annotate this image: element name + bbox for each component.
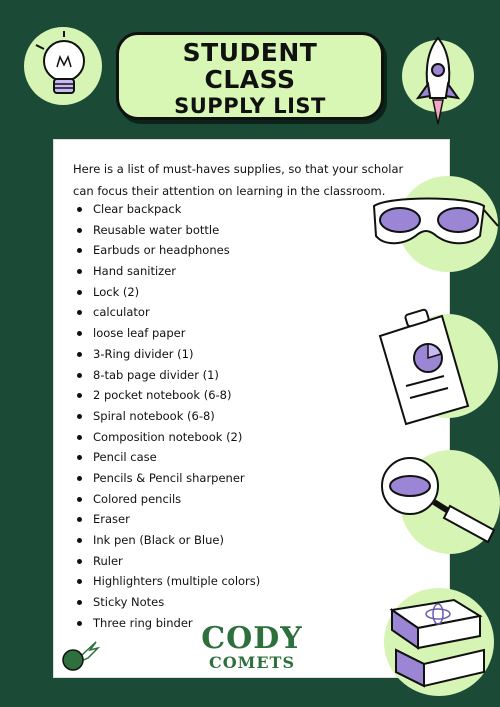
clipboard-decoration: [372, 306, 500, 426]
list-item: Highlighters (multiple colors): [73, 571, 333, 592]
list-item: Eraser: [73, 509, 333, 530]
list-item: Pencils & Pencil sharpener: [73, 468, 333, 489]
magnifying-glass-icon: [374, 450, 500, 558]
list-item: Sticky Notes: [73, 592, 333, 613]
lightbulb-icon: [24, 27, 102, 105]
list-item: Clear backpack: [73, 199, 333, 220]
list-item: Spiral notebook (6-8): [73, 406, 333, 427]
list-item: Ruler: [73, 551, 333, 572]
list-item: Earbuds or headphones: [73, 240, 333, 261]
title-banner: [116, 32, 384, 120]
books-decoration: [384, 588, 500, 696]
logo-bottom-text: COMETS: [208, 653, 296, 672]
supply-list: [73, 199, 333, 633]
list-item: Colored pencils: [73, 489, 333, 510]
list-item: 2 pocket notebook (6-8): [73, 385, 333, 406]
list-item: Composition notebook (2): [73, 427, 333, 448]
comet-decoration: [60, 636, 100, 672]
intro-text: Here is a list of must-haves supplies, so that your scholar can focus their attention on learning in the classroom.: [73, 162, 404, 198]
list-item: Reusable water bottle: [73, 220, 333, 241]
list-item: 8-tab page divider (1): [73, 365, 333, 386]
books-icon: [384, 588, 500, 696]
clipboard-chart-icon: [372, 306, 500, 426]
list-item: Hand sanitizer: [73, 261, 333, 282]
list-item: Pencil case: [73, 447, 333, 468]
title-line-3: SUPPLY LIST: [174, 94, 326, 118]
title-line-2: CLASS: [204, 65, 296, 94]
list-item: Ink pen (Black or Blue): [73, 530, 333, 551]
list-item: Lock (2): [73, 282, 333, 303]
cody-comets-logo: [200, 621, 304, 672]
list-item: 3-Ring divider (1): [73, 344, 333, 365]
list-item: calculator: [73, 302, 333, 323]
title-line-1: STUDENT: [182, 38, 318, 67]
lightbulb-decoration: [24, 27, 102, 105]
rocket-icon: [398, 32, 476, 132]
list-item: Three ring binder: [73, 613, 333, 634]
rocket-decoration: [398, 32, 476, 132]
magnifier-decoration: [374, 450, 500, 558]
logo-top-text: CODY: [201, 621, 303, 656]
list-item: loose leaf paper: [73, 323, 333, 344]
comet-icon: [60, 636, 100, 672]
